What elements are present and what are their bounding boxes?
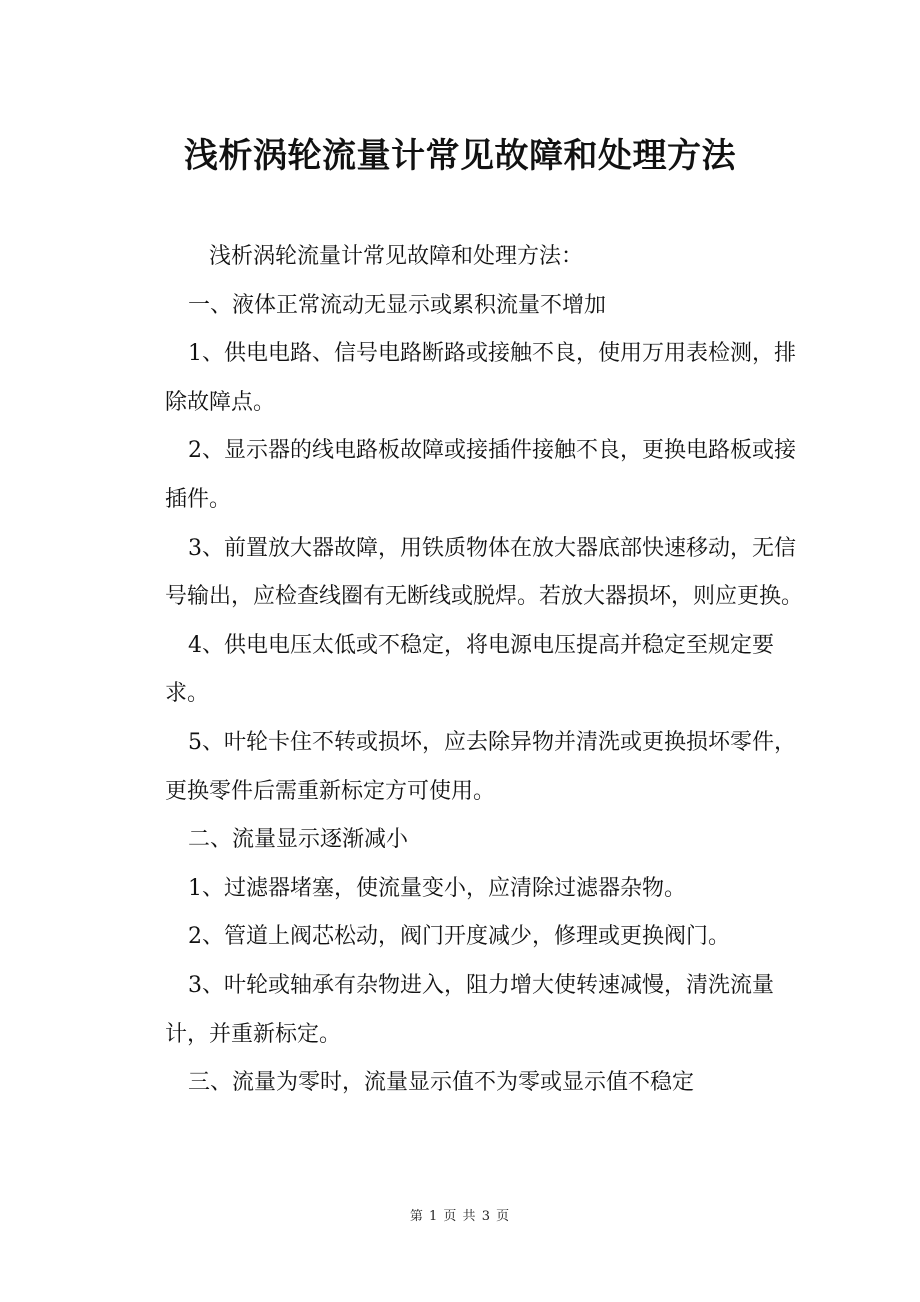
- list-item: 3、叶轮或轴承有杂物进入，阻力增大使转速减慢，清洗流量计，并重新标定。: [165, 972, 774, 1047]
- list-item: 4、供电电压太低或不稳定，将电源电压提高并稳定至规定要求。: [165, 632, 774, 707]
- list-item: 2、管道上阀芯松动，阀门开度减少，修理或更换阀门。: [188, 924, 730, 950]
- document-title: 浅析涡轮流量计常见故障和处理方法: [184, 136, 736, 176]
- document-body: [165, 233, 805, 1108]
- section-heading-3: 三、流量为零时，流量显示值不为零或显示值不稳定: [188, 1070, 695, 1096]
- page-number-footer: 第 1 页 共 3 页: [409, 1209, 511, 1224]
- list-item: 1、供电电路、信号电路断路或接触不良，使用万用表检测，排除故障点。: [165, 341, 796, 415]
- list-item: 5、叶轮卡住不转或损坏，应去除异物并清洗或更换损坏零件，更换零件后需重新标定方可使用。: [165, 729, 796, 804]
- list-item: 1、过滤器堵塞，使流量变小，应清除过滤器杂物。: [188, 875, 686, 901]
- list-item: 3、前置放大器故障，用铁质物体在放大器底部快速移动，无信号输出，应检查线圈有无断线或脱焊。若放大器损坏，则应更换。: [165, 535, 804, 610]
- section-heading-1: 一、液体正常流动无显示或累积流量不增加: [188, 292, 607, 318]
- section-heading-2: 二、流量显示逐渐减小: [188, 827, 409, 853]
- list-item: 2、显示器的线电路板故障或接插件接触不良，更换电路板或接插件。: [165, 438, 796, 512]
- paragraph-intro: 浅析涡轮流量计常见故障和处理方法：: [209, 244, 584, 269]
